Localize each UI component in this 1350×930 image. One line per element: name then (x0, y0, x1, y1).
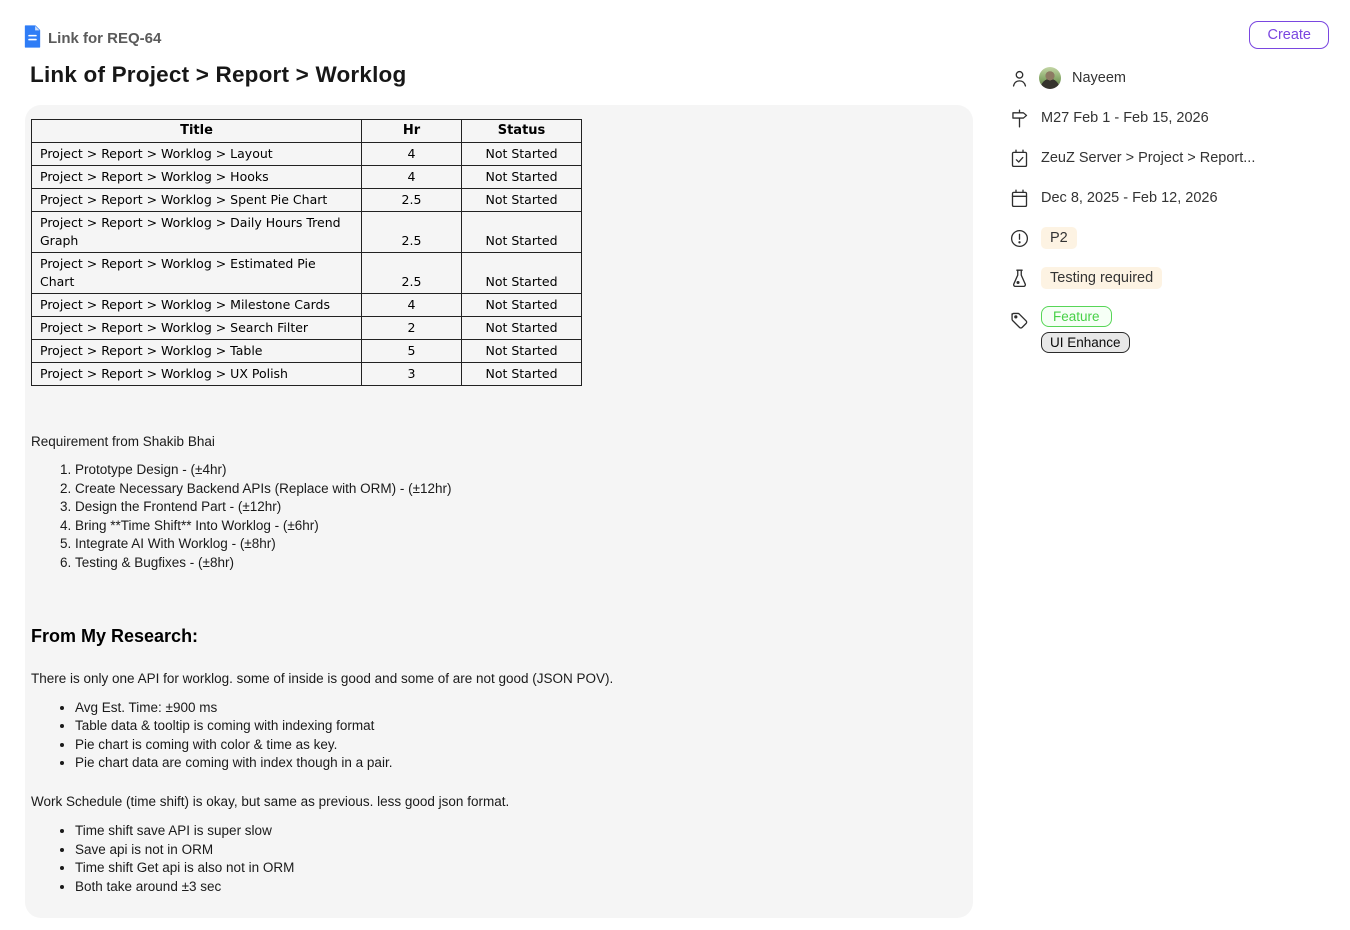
list-item: • Both take around ±3 sec (75, 880, 967, 894)
table-row (32, 253, 582, 294)
table-header-row (32, 120, 582, 143)
table-row (32, 340, 582, 363)
task-hours: 4 (362, 166, 462, 189)
milestone-icon (1008, 106, 1030, 130)
task-title: Project > Report > Worklog > Layout (32, 143, 362, 166)
list-item: • Save api is not in ORM (75, 843, 967, 857)
list-item: • Time shift save API is super slow (75, 824, 967, 838)
parent-path-row (1008, 146, 1343, 170)
task-title: Project > Report > Worklog > UX Polish (32, 363, 362, 386)
date-range-value[interactable]: Dec 8, 2025 - Feb 12, 2026 (1041, 190, 1218, 206)
calendar-icon (1008, 186, 1030, 210)
requirement-list (31, 463, 967, 570)
list-item: 1. Prototype Design - (±4hr) (75, 463, 967, 477)
list-item: • Pie chart data are coming with index though in a pair. (75, 756, 967, 770)
document-icon (22, 24, 43, 54)
table-row (32, 317, 582, 340)
list-item: • Time shift Get api is also not in ORM (75, 861, 967, 875)
tags-row (1008, 306, 1343, 353)
worklog-table (31, 119, 582, 386)
list-item: 5. Integrate AI With Worklog - (±8hr) (75, 537, 967, 551)
research-heading: From My Research: (31, 625, 199, 646)
task-title: Project > Report > Worklog > Table (32, 340, 362, 363)
task-hours: 3 (362, 363, 462, 386)
list-item: 3. Design the Frontend Part - (±12hr) (75, 500, 967, 514)
research-list-api (31, 701, 967, 771)
task-status: Not Started (462, 340, 582, 363)
tag-feature[interactable]: Feature (1041, 306, 1112, 327)
task-status: Not Started (462, 294, 582, 317)
column-header-title: Title (32, 120, 362, 143)
list-item: 2. Create Necessary Backend APIs (Replace with ORM) - (±12hr) (75, 482, 967, 496)
task-status: Not Started (462, 317, 582, 340)
requirement-intro: Requirement from Shakib Bhai (31, 434, 215, 449)
task-title: Project > Report > Worklog > Estimated Pie Chart (32, 253, 362, 294)
parent-path-value[interactable]: ZeuZ Server > Project > Report... (1041, 150, 1256, 166)
create-button[interactable]: Create (1249, 21, 1329, 49)
task-status: Not Started (462, 253, 582, 294)
table-row (32, 212, 582, 253)
list-item: 4. Bring **Time Shift** Into Worklog - (±6hr) (75, 519, 967, 533)
description-panel (25, 105, 973, 918)
work-item-link[interactable]: Link for REQ-64 (48, 30, 162, 47)
task-hours: 2.5 (362, 189, 462, 212)
avatar[interactable] (1039, 67, 1061, 89)
details-sidebar (1008, 66, 1343, 369)
task-hours: 2.5 (362, 212, 462, 253)
task-title: Project > Report > Worklog > Spent Pie Chart (32, 189, 362, 212)
research-list-schedule (31, 824, 967, 894)
milestone-value[interactable]: M27 Feb 1 - Feb 15, 2026 (1041, 110, 1209, 126)
task-hours: 2 (362, 317, 462, 340)
task-title: Project > Report > Worklog > Search Filter (32, 317, 362, 340)
testing-badge[interactable]: Testing required (1041, 267, 1162, 289)
priority-row (1008, 226, 1343, 250)
task-status: Not Started (462, 143, 582, 166)
task-hours: 5 (362, 340, 462, 363)
page-title: Link of Project > Report > Worklog (30, 62, 407, 87)
assignee-row (1008, 66, 1343, 90)
table-row (32, 166, 582, 189)
list-item: • Avg Est. Time: ±900 ms (75, 701, 967, 715)
priority-badge[interactable]: P2 (1041, 227, 1077, 249)
table-row (32, 143, 582, 166)
flask-icon (1008, 266, 1030, 290)
task-title: Project > Report > Worklog > Milestone Cards (32, 294, 362, 317)
priority-icon (1008, 226, 1030, 250)
column-header-status: Status (462, 120, 582, 143)
list-item: • Table data & tooltip is coming with indexing format (75, 719, 967, 733)
task-title: Project > Report > Worklog > Hooks (32, 166, 362, 189)
task-status: Not Started (462, 166, 582, 189)
task-hours: 4 (362, 294, 462, 317)
person-icon (1008, 66, 1030, 90)
dates-row (1008, 186, 1343, 210)
tags-list (1041, 306, 1130, 353)
research-paragraph-api: There is only one API for worklog. some of inside is good and some of are not good (JSON POV). (31, 670, 614, 686)
table-row (32, 294, 582, 317)
tag-ui-enhance[interactable]: UI Enhance (1041, 332, 1130, 353)
task-status: Not Started (462, 212, 582, 253)
task-title: Project > Report > Worklog > Daily Hours Trend Graph (32, 212, 362, 253)
task-hours: 2.5 (362, 253, 462, 294)
table-row (32, 189, 582, 212)
testing-row (1008, 266, 1343, 290)
task-check-icon (1008, 146, 1030, 170)
task-status: Not Started (462, 189, 582, 212)
milestone-row (1008, 106, 1343, 130)
list-item: 6. Testing & Bugfixes - (±8hr) (75, 556, 967, 570)
table-row (32, 363, 582, 386)
assignee-name[interactable]: Nayeem (1072, 70, 1126, 86)
list-item: • Pie chart is coming with color & time as key. (75, 738, 967, 752)
tag-icon (1008, 308, 1030, 332)
task-hours: 4 (362, 143, 462, 166)
task-status: Not Started (462, 363, 582, 386)
research-paragraph-schedule: Work Schedule (time shift) is okay, but same as previous. less good json format. (31, 794, 510, 809)
column-header-hr: Hr (362, 120, 462, 143)
